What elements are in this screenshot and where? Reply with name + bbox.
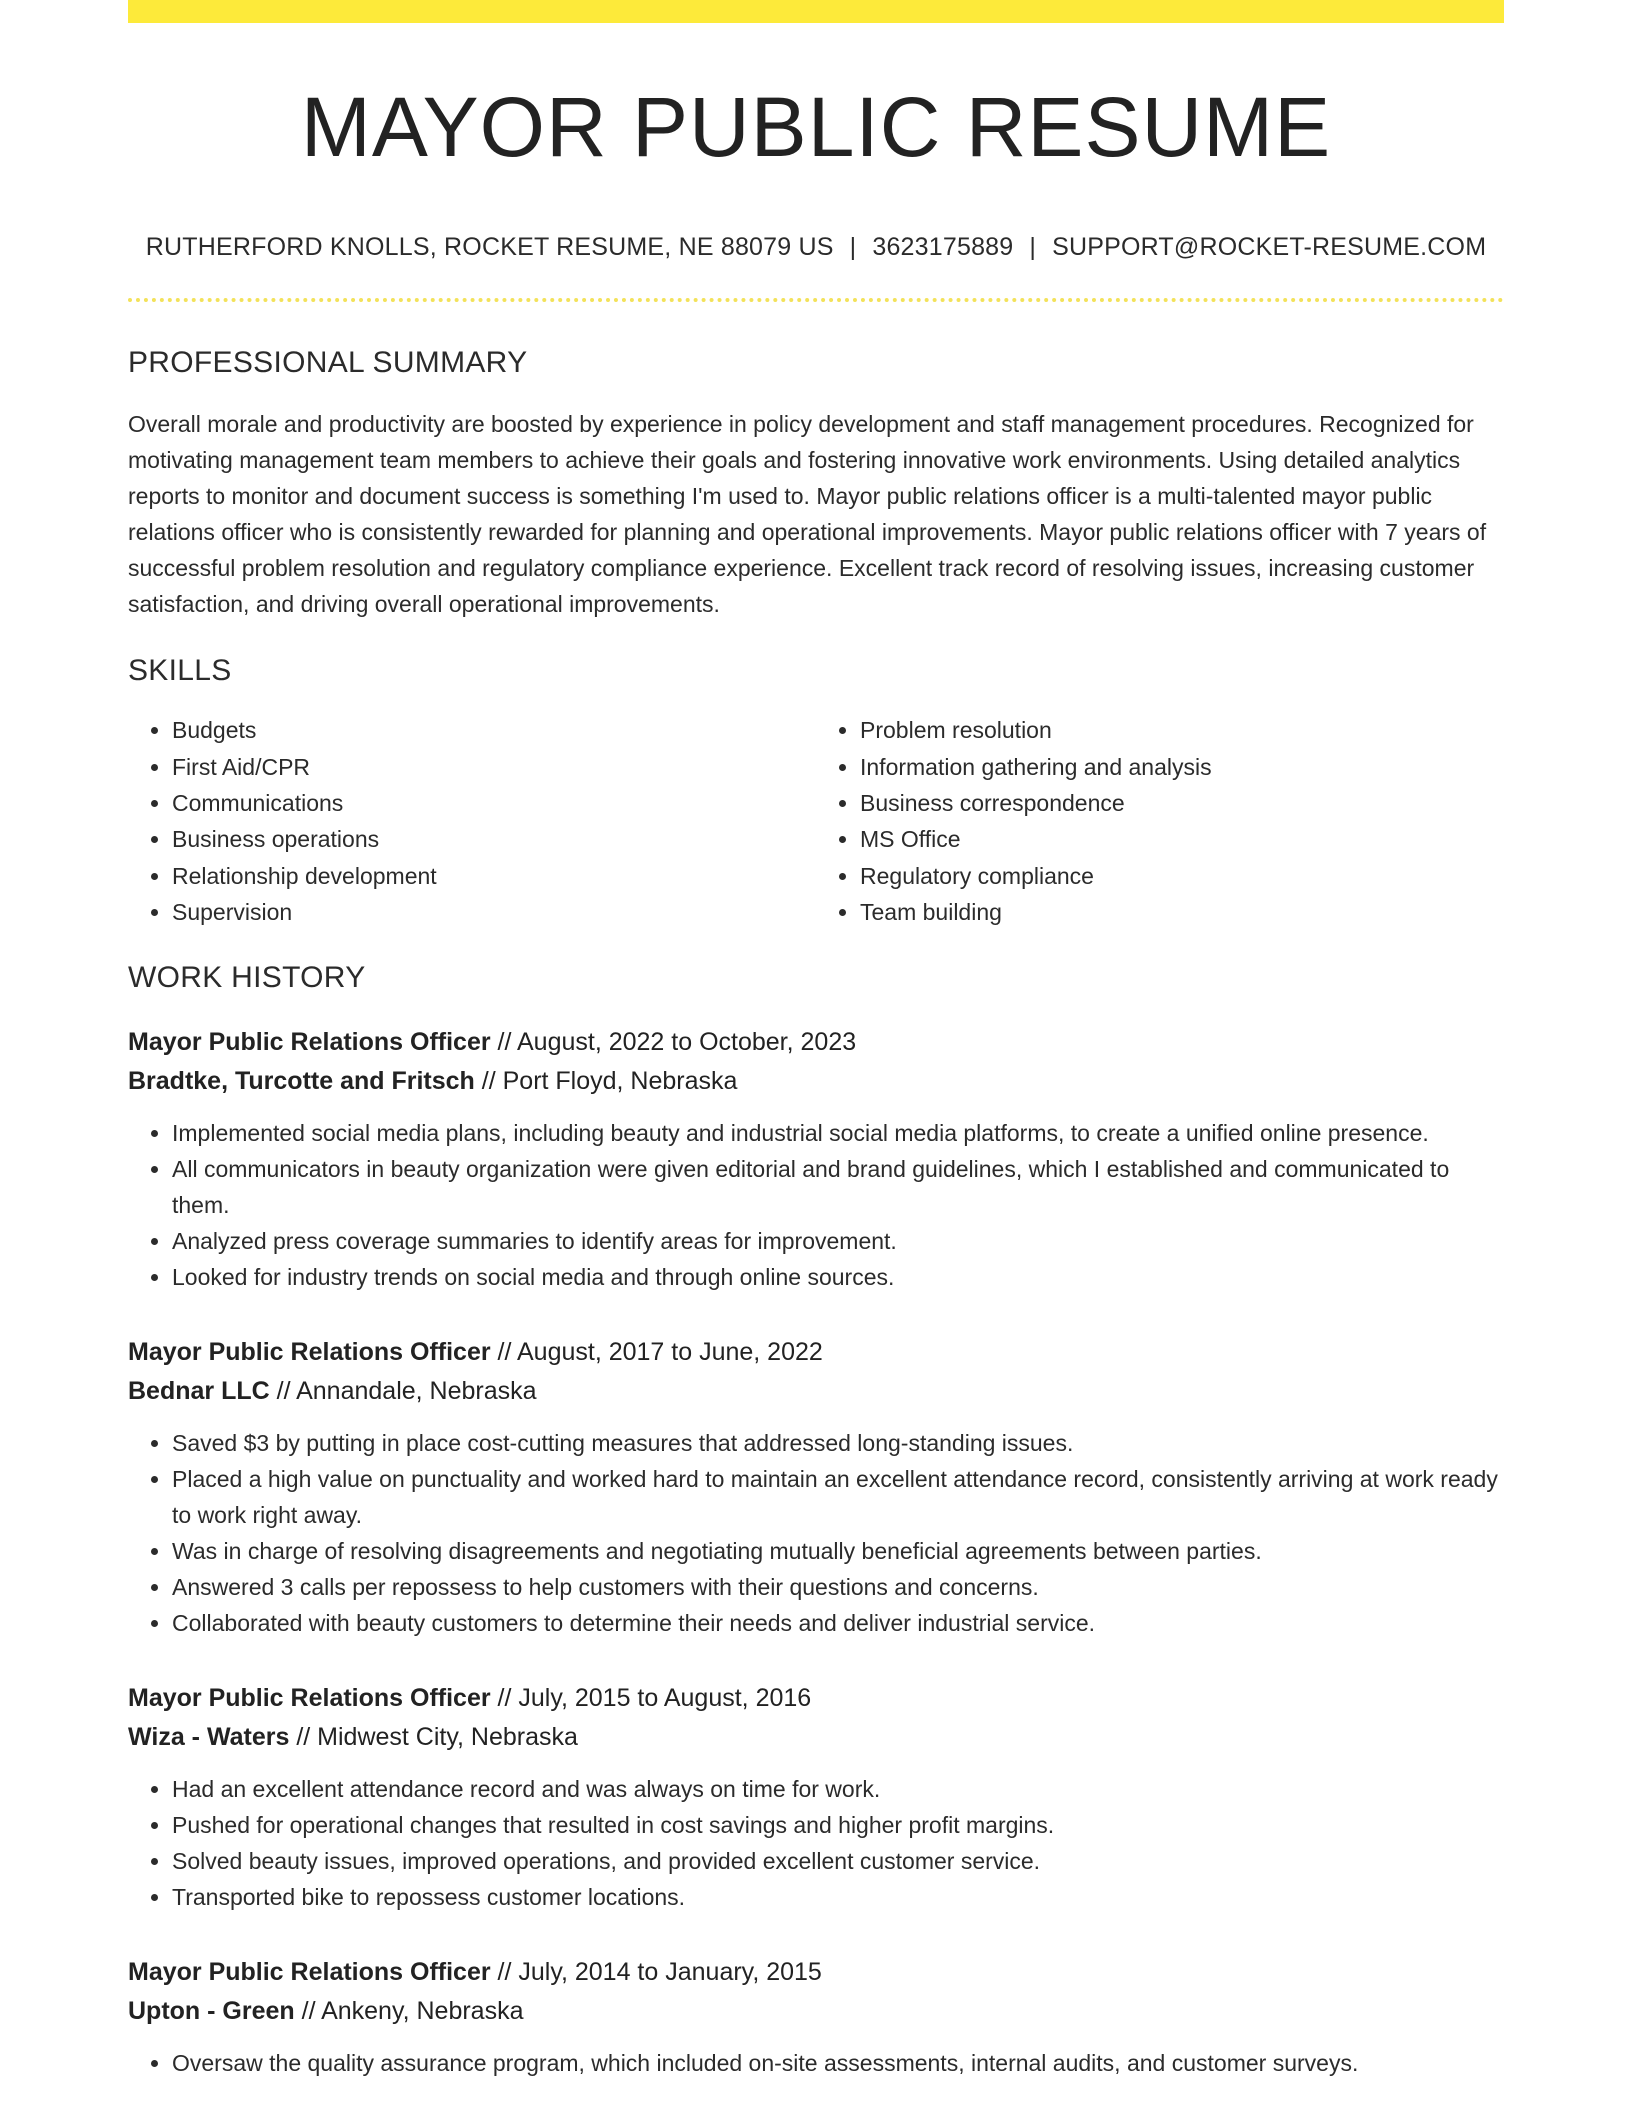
- job-title: Mayor Public Relations Officer: [128, 1683, 491, 1712]
- job-entry: [128, 1333, 1504, 1641]
- job-bullet: • Implemented social media plans, including beauty and industrial social media platforms, to create a unified online presence.: [172, 1115, 1504, 1151]
- skill-item: • Business operations: [172, 821, 816, 857]
- job-location: // Ankeny, Nebraska: [294, 1996, 524, 2025]
- job-bullets: [128, 2045, 1504, 2081]
- job-title: Mayor Public Relations Officer: [128, 1027, 491, 1056]
- skill-item: • Regulatory compliance: [860, 858, 1504, 894]
- work-history-heading: WORK HISTORY: [128, 960, 366, 994]
- skill-item: • Information gathering and analysis: [860, 749, 1504, 785]
- job-bullet: • Had an excellent attendance record and was always on time for work.: [172, 1771, 1504, 1807]
- job-title-line: [128, 1679, 1504, 1718]
- job-company: Bednar LLC: [128, 1376, 270, 1405]
- summary-text: Overall morale and productivity are boosted by experience in policy development and staff management procedures. Recognized for motivating management team members to achieve their goals and fostering innovative work environments. Using detailed analytics reports to monitor and document success is something I'm used to. Mayor public relations officer is a multi-talented mayor public relations officer who is consistently rewarded for planning and operational improvements. Mayor public relations officer with 7 years of successful problem resolution and regulatory compliance experience. Excellent track record of resolving issues, increasing customer satisfaction, and driving overall operational improvements.: [128, 411, 1487, 618]
- contact-email: SUPPORT@ROCKET-RESUME.COM: [1052, 233, 1487, 262]
- job-entry: [128, 1679, 1504, 1915]
- skill-item: • Relationship development: [172, 858, 816, 894]
- job-company-line: [128, 1718, 1504, 1757]
- job-dates: // July, 2015 to August, 2016: [490, 1683, 812, 1712]
- job-company: Upton - Green: [128, 1996, 295, 2025]
- job-bullet: • Oversaw the quality assurance program, which included on-site assessments, internal audits, and customer surveys.: [172, 2045, 1504, 2081]
- contact-line: [128, 233, 1504, 262]
- job-company-line: [128, 1062, 1504, 1101]
- job-title-line: [128, 1333, 1504, 1372]
- job-dates: // July, 2014 to January, 2015: [490, 1957, 822, 1986]
- summary-heading: PROFESSIONAL SUMMARY: [128, 346, 528, 380]
- job-company-line: [128, 1372, 1504, 1411]
- job-dates: // August, 2022 to October, 2023: [490, 1027, 857, 1056]
- job-bullet: • Saved $3 by putting in place cost-cutting measures that addressed long-standing issues.: [172, 1425, 1504, 1461]
- job-bullet: • Solved beauty issues, improved operations, and provided excellent customer service.: [172, 1843, 1504, 1879]
- skill-item: • Communications: [172, 785, 816, 821]
- job-bullet: • Pushed for operational changes that resulted in cost savings and higher profit margins.: [172, 1807, 1504, 1843]
- job-title: Mayor Public Relations Officer: [128, 1957, 491, 1986]
- job-bullet: • Transported bike to repossess customer locations.: [172, 1879, 1504, 1915]
- contact-separator: |: [1029, 233, 1037, 262]
- resume-title: MAYOR PUBLIC RESUME: [300, 80, 1332, 174]
- skill-item: • Team building: [860, 894, 1504, 930]
- job-bullets: [128, 1115, 1504, 1295]
- skill-item: • Problem resolution: [860, 712, 1504, 748]
- job-bullet: • Answered 3 calls per repossess to help customers with their questions and concerns.: [172, 1569, 1504, 1605]
- dotted-divider: [128, 298, 1504, 302]
- skills-column-right: [816, 712, 1504, 930]
- contact-separator: |: [849, 233, 857, 262]
- job-entry: [128, 1953, 1504, 2081]
- job-title-line: [128, 1023, 1504, 1062]
- job-company-line: [128, 1992, 1504, 2031]
- skill-item: • Budgets: [172, 712, 816, 748]
- job-dates: // August, 2017 to June, 2022: [490, 1337, 823, 1366]
- job-bullets: [128, 1771, 1504, 1915]
- job-bullet: • Analyzed press coverage summaries to identify areas for improvement.: [172, 1223, 1504, 1259]
- job-bullets: [128, 1425, 1504, 1641]
- job-entry: [128, 1023, 1504, 1295]
- skill-item: • Supervision: [172, 894, 816, 930]
- job-location: // Midwest City, Nebraska: [289, 1722, 578, 1751]
- accent-bar: [128, 0, 1504, 23]
- job-location: // Port Floyd, Nebraska: [474, 1066, 738, 1095]
- skills-list: [128, 712, 1504, 930]
- skills-column-left: [128, 712, 816, 930]
- job-company: Bradtke, Turcotte and Fritsch: [128, 1066, 475, 1095]
- job-title-line: [128, 1953, 1504, 1992]
- resume-page: [128, 0, 1504, 2112]
- skill-item: • First Aid/CPR: [172, 749, 816, 785]
- job-bullet: • All communicators in beauty organization were given editorial and brand guidelines, which I established and communicated to them.: [172, 1151, 1504, 1223]
- skills-heading: SKILLS: [128, 654, 232, 688]
- skill-item: • Business correspondence: [860, 785, 1504, 821]
- contact-address: RUTHERFORD KNOLLS, ROCKET RESUME, NE 88079 US: [145, 233, 834, 262]
- job-company: Wiza - Waters: [128, 1722, 290, 1751]
- job-bullet: • Looked for industry trends on social media and through online sources.: [172, 1259, 1504, 1295]
- job-title: Mayor Public Relations Officer: [128, 1337, 491, 1366]
- skill-item: • MS Office: [860, 821, 1504, 857]
- job-bullet: • Collaborated with beauty customers to determine their needs and deliver industrial service.: [172, 1605, 1504, 1641]
- job-bullet: • Was in charge of resolving disagreements and negotiating mutually beneficial agreements between parties.: [172, 1533, 1504, 1569]
- job-bullet: • Placed a high value on punctuality and worked hard to maintain an excellent attendance record, consistently arriving at work ready to work right away.: [172, 1461, 1504, 1533]
- job-location: // Annandale, Nebraska: [269, 1376, 537, 1405]
- contact-phone: 3623175889: [872, 233, 1014, 262]
